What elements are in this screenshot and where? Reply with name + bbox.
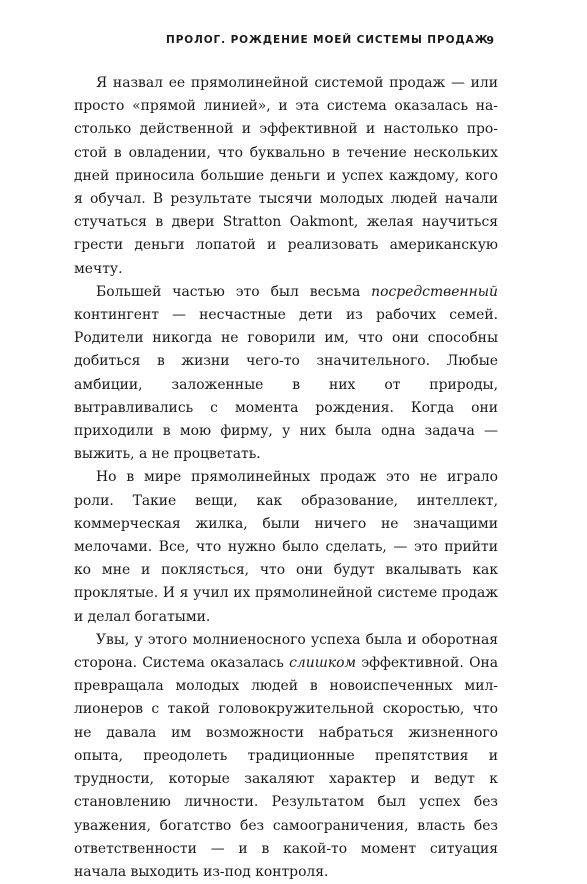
paragraph-2 <box>74 281 498 467</box>
paragraph-4 <box>74 629 498 884</box>
running-head <box>74 34 498 52</box>
chapter-title: ПРОЛОГ. РОЖДЕНИЕ МОЕЙ СИСТЕМЫ ПРОДАЖ <box>166 34 489 46</box>
body-text <box>74 72 498 884</box>
page-number: 9 <box>486 34 494 47</box>
paragraph-text: контингент — несчастные дети из рабочих семей. Родители никогда не говорили им, что они способны добиться в жизни чего-то значительного. Любые амбиции, заложенные в них от природы, вытравливались с момента рождения. Когда они приходили в мою фирму, у них была одна задача — выжить, а не процветать. <box>74 307 498 463</box>
paragraph-text: Увы, у этого молниеносного успеха была и оборотная сторона. Система оказалась <box>74 631 498 672</box>
paragraph-text: Большей частью это был весьма <box>96 283 372 300</box>
paragraph-text: эффективной. Она превращала молодых людей в новоиспеченных миллионеров с такой головокружительной скоростью, что не давала им возможности набраться жизненного опыта, преодолеть традиционные препятствия и трудности, которые закаляют характер и ведут к становлению личности. Результатом был успех без уважения, богатство без самоограничения, власть без ответственности — и в какой-то момент ситуация начала выходить из-под контроля. <box>74 655 498 880</box>
emphasis-text: слишком <box>289 655 357 672</box>
emphasis-text: посредственный <box>371 283 498 300</box>
paragraph-text: Но в мире прямолинейных продаж это не играло роли. Такие вещи, как образование, интеллект, коммерческая жилка, были ничего не значащими мелочами. Все, что нужно было сделать, — это прийти ко мне и поклясться, что они будут вкалывать как проклятые. И я учил их прямолинейной системе продаж и делал богатыми. <box>74 469 498 625</box>
paragraph-1 <box>74 72 498 281</box>
paragraph-text: Я назвал ее прямолинейной системой продаж — или просто «прямой линией», и эта система оказалась настолько действенной и эффективной и настолько простой в овладении, что буквально в течение нескольких дней приносила большие деньги и успех каждому, кого я обучал. В результате тысячи молодых людей начали стучаться в двери Stratton Oakmont, желая научиться грести деньги лопатой и реализовать американскую мечту. <box>74 75 498 277</box>
paragraph-3 <box>74 466 498 628</box>
